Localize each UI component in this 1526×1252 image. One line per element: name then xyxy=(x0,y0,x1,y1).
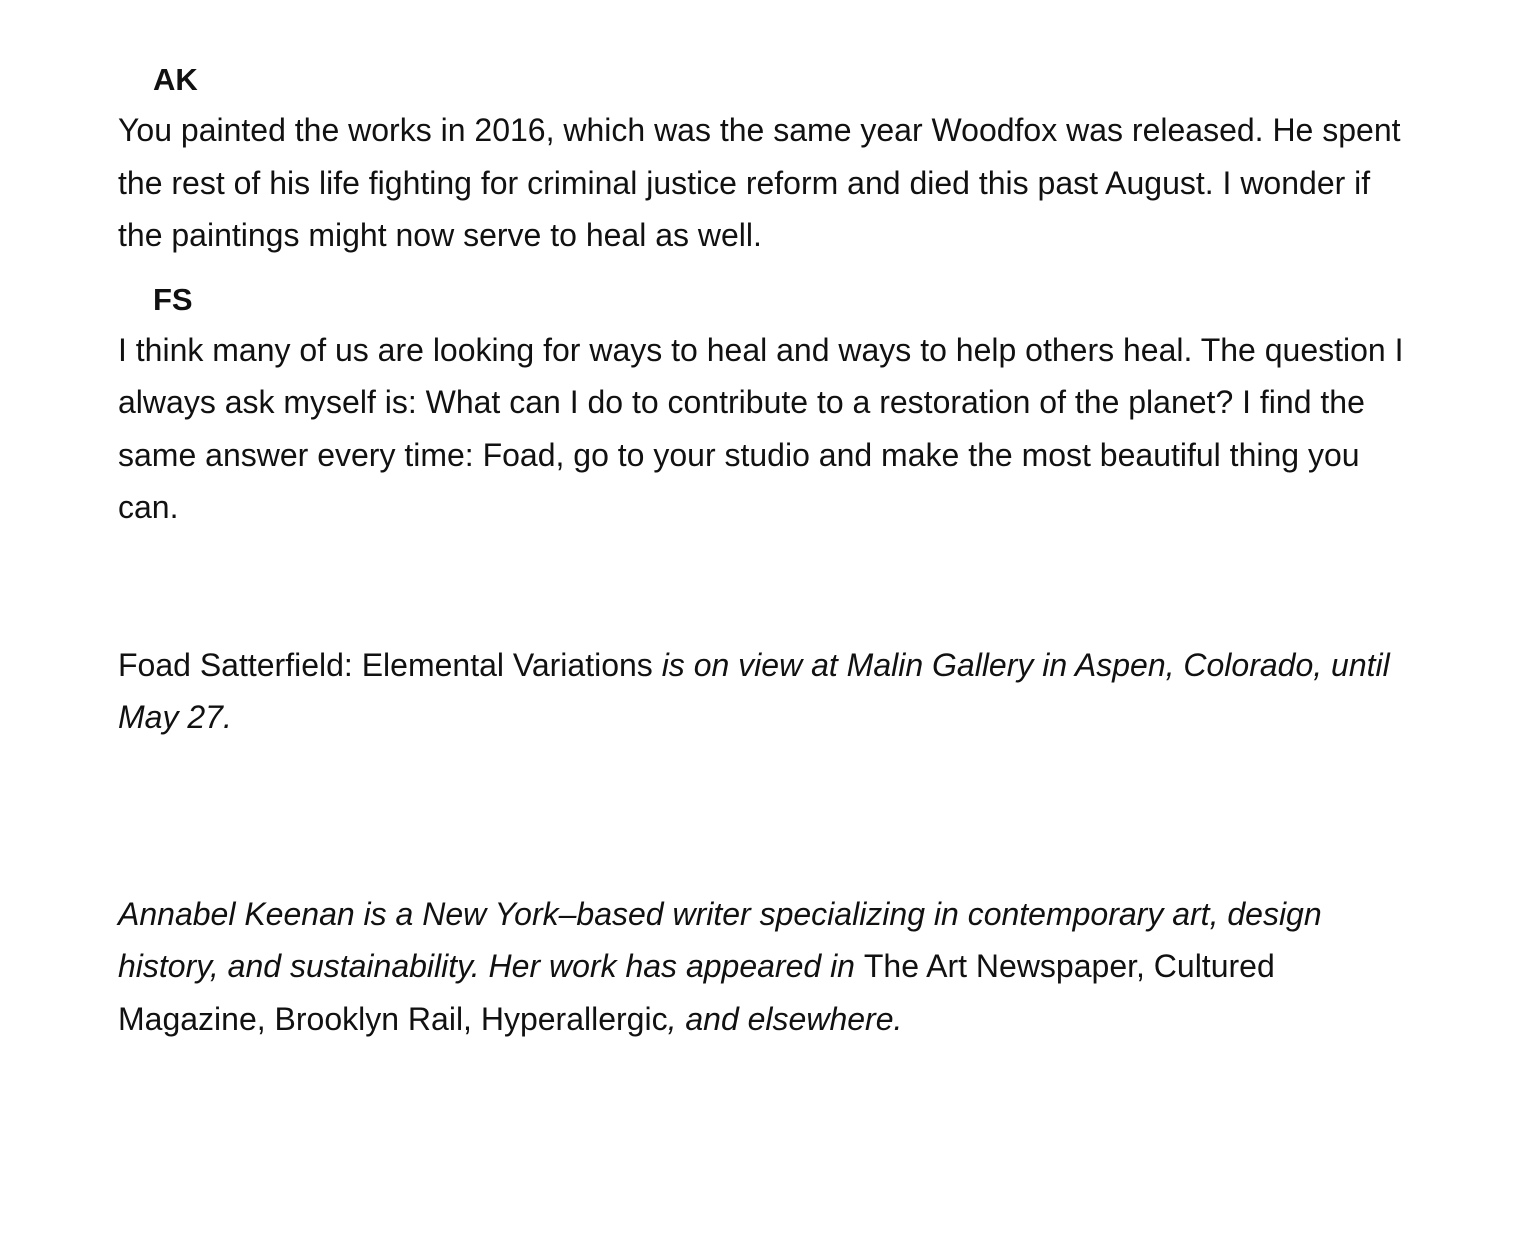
speaker-text: You painted the works in 2016, which was the same year Woodfox was released. He spent the rest of his life fighting for criminal justice reform and died this past August. I wonder if the paintings might now serve to heal as well. xyxy=(118,112,1401,253)
exhibition-note xyxy=(118,639,1408,744)
author-bio xyxy=(118,888,1408,1046)
author-publications: The Art Newspaper, Cultured Magazine, Brooklyn Rail, Hyperallergic xyxy=(118,948,1275,1037)
interview-exchange-fs xyxy=(118,276,1408,534)
article-body xyxy=(118,56,1408,1045)
author-bio-intro: Annabel Keenan is a New York–based writer specializing in contemporary art, design history, and sustainability. Her work has appeared in xyxy=(118,895,1322,984)
speaker-initials: FS xyxy=(153,281,193,317)
speaker-text: I think many of us are looking for ways to heal and ways to help others heal. The question I always ask myself is: What can I do to contribute to a restoration of the planet? I find the same answer every time: Foad, go to your studio and make the most beautiful thing you can. xyxy=(118,331,1404,525)
exhibition-details: is on view at Malin Gallery in Aspen, Colorado, until May 27. xyxy=(118,646,1390,735)
author-bio-outro: , and elsewhere. xyxy=(667,1000,903,1037)
speaker-initials: AK xyxy=(153,62,198,97)
interview-exchange-ak xyxy=(118,56,1408,262)
exhibition-title: Foad Satterfield: Elemental Variations xyxy=(118,646,653,683)
